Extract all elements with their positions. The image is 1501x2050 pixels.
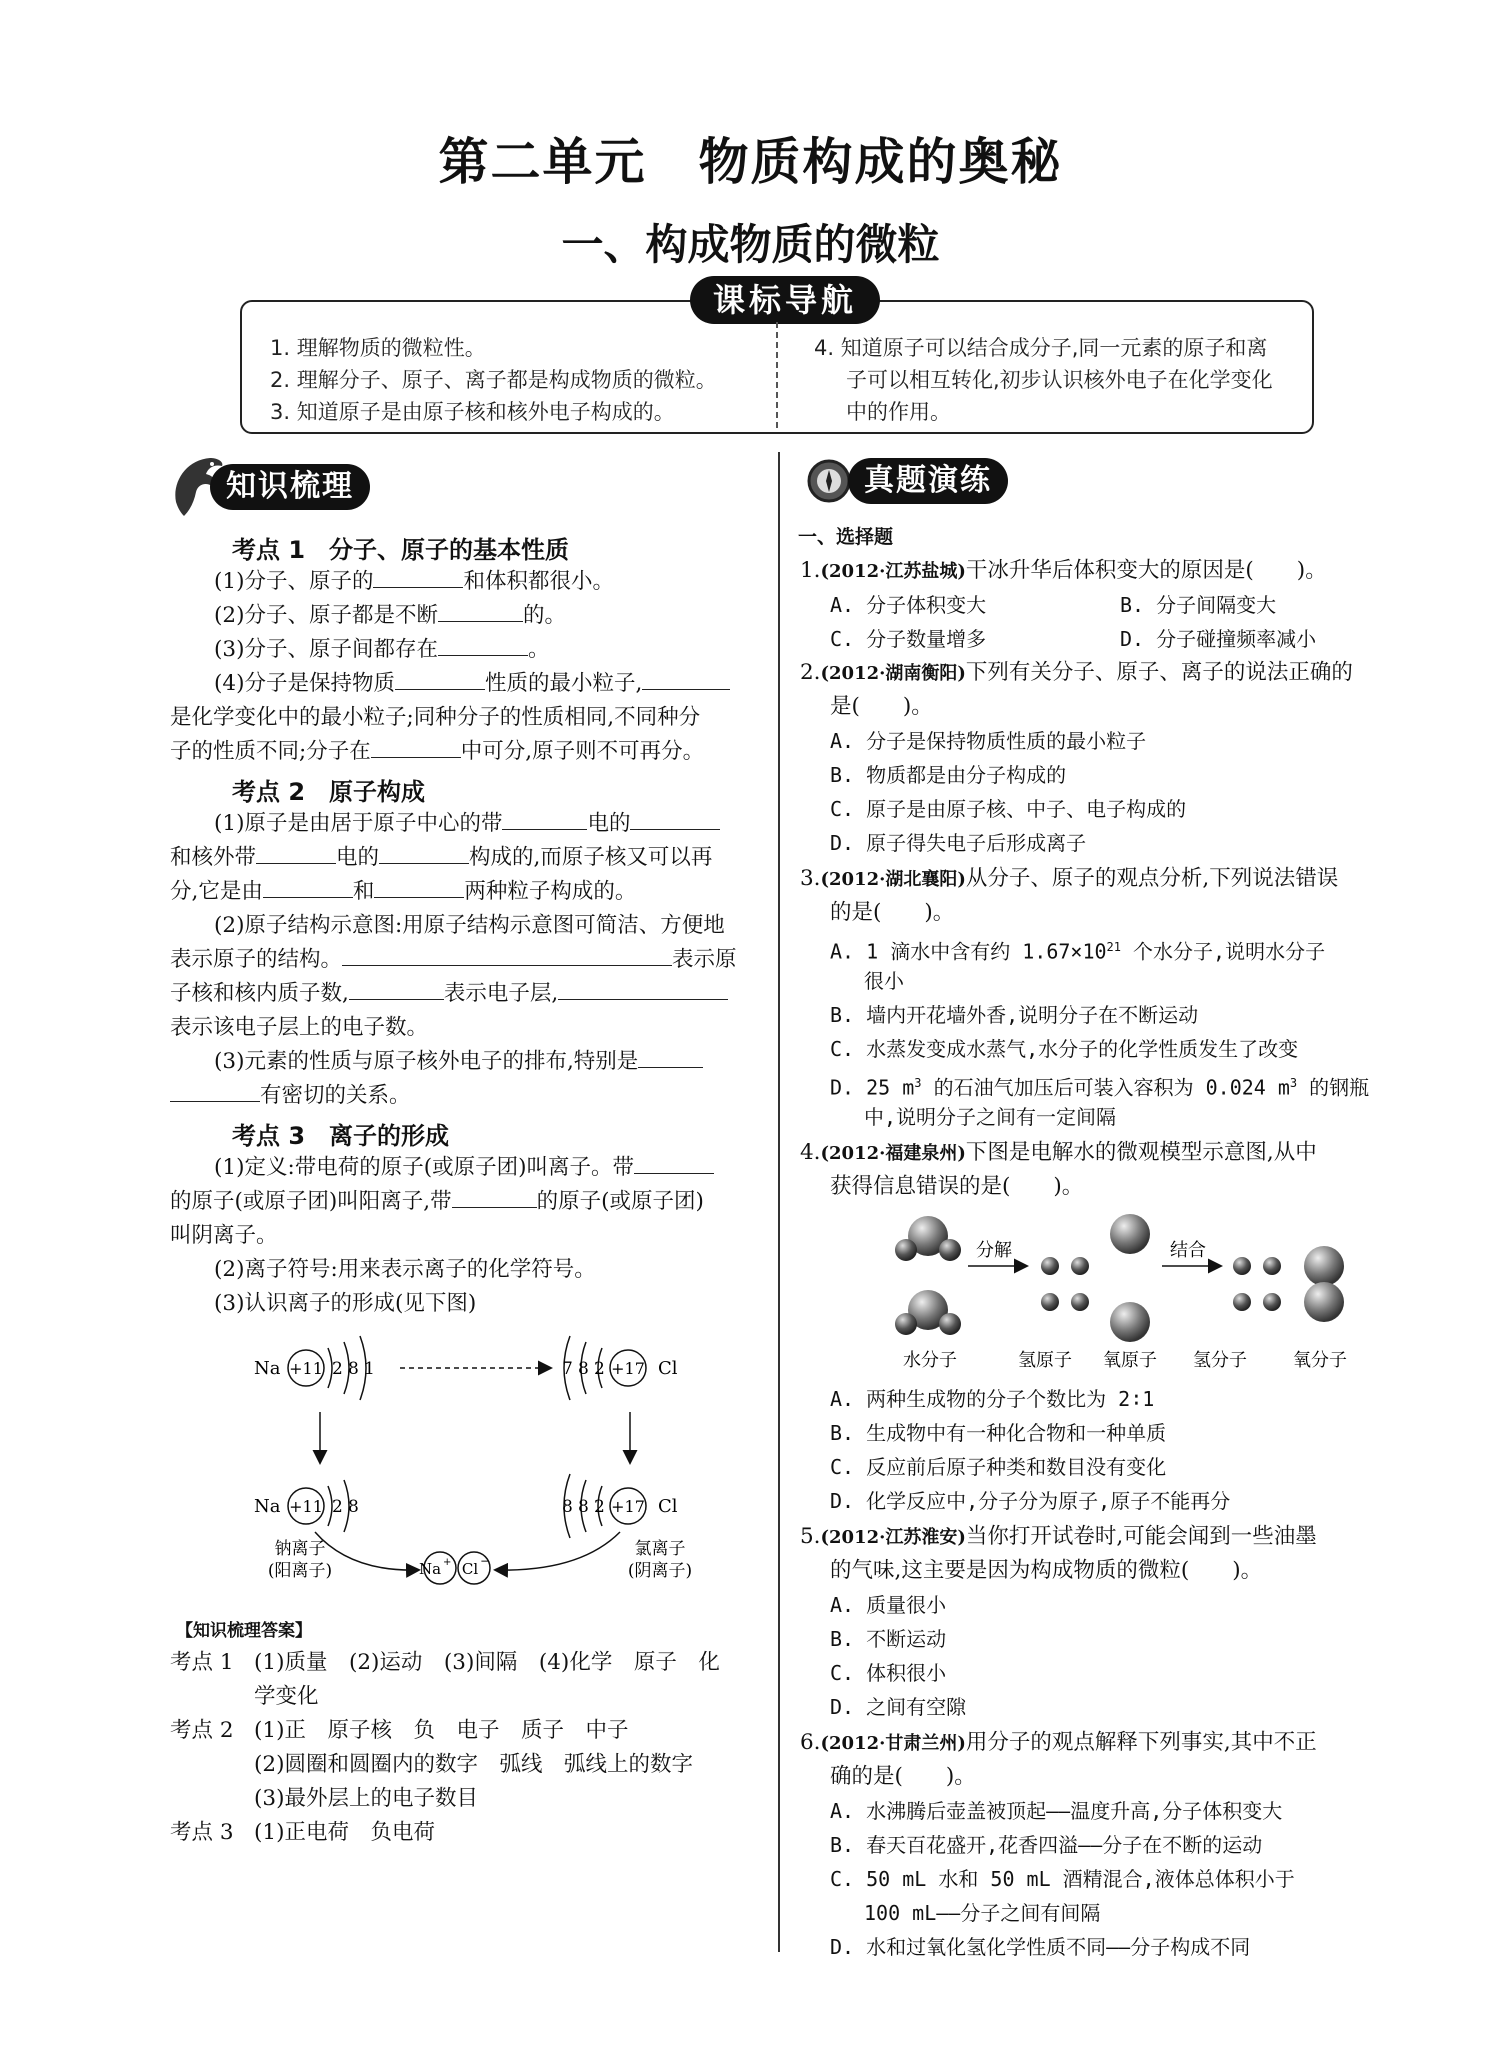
k2-line4: (2)原子结构示意图:用原子结构示意图可简洁、方便地 bbox=[214, 913, 725, 938]
k2-line1: (1)原子是由居于原子中心的带 电的 bbox=[214, 807, 720, 841]
cl-ion-charge: +17 bbox=[611, 1497, 645, 1516]
compass-icon bbox=[804, 456, 854, 510]
q4-option: A. 两种生成物的分子个数比为 2∶1 bbox=[830, 1387, 1155, 1411]
cl-ion-electron: 2 bbox=[594, 1497, 605, 1517]
q1-option: A. 分子体积变大 bbox=[830, 593, 987, 617]
q1-option: C. 分子数量增多 bbox=[830, 627, 987, 651]
nav-divider bbox=[776, 322, 778, 428]
q3-option: A. 1 滴水中含有约 $1.67\times 10^{21}$ 个水分子,说明水分子 bbox=[830, 939, 1326, 964]
cl-ion-symbol: Cl bbox=[658, 1496, 678, 1517]
k1-line1: (1)分子、原子的 和体积都很小。 bbox=[214, 565, 614, 599]
arrow-label: 结合 bbox=[1170, 1240, 1206, 1261]
q3-stem: 3.(2012·湖北襄阳)从分子、原子的观点分析,下列说法错误 bbox=[800, 866, 1339, 891]
q4-option: B. 生成物中有一种化合物和一种单质 bbox=[830, 1421, 1167, 1445]
k3-line2: 的原子(或原子团)叫阳离子,带 的原子(或原子团) bbox=[170, 1185, 704, 1219]
na-symbol: Na bbox=[254, 1358, 281, 1379]
ans-k3-label: 考点 3 bbox=[170, 1820, 234, 1845]
q2-option: C. 原子是由原子核、中子、电子构成的 bbox=[830, 797, 1187, 821]
q4-option: D. 化学反应中,分子分为原子,原子不能再分 bbox=[830, 1489, 1231, 1513]
q6-option: B. 春天百花盛开,花香四溢——分子在不断的运动 bbox=[830, 1833, 1263, 1857]
cl-symbol: Cl bbox=[658, 1358, 678, 1379]
cl-nucleus-charge: +17 bbox=[611, 1359, 645, 1378]
nav-item: 子可以相互转化,初步认识核外电子在化学变化 bbox=[846, 368, 1273, 392]
na-electron: 2 bbox=[332, 1359, 343, 1379]
k1-line6: 子的性质不同;分子在 中可分,原子则不可再分。 bbox=[170, 735, 704, 769]
k2-line6: 子核和核内质子数, 表示电子层, bbox=[170, 977, 728, 1011]
q5-option: B. 不断运动 bbox=[830, 1627, 947, 1651]
k1-line3: (3)分子、原子间都存在 。 bbox=[214, 633, 549, 667]
ans-k2-line1: (1)正 原子核 负 电子 质子 中子 bbox=[254, 1718, 629, 1743]
q6-option: A. 水沸腾后壶盖被顶起——温度升高,分子体积变大 bbox=[830, 1799, 1283, 1823]
na-ion-label: (阳离子) bbox=[267, 1561, 333, 1581]
molecule-label: 氢分子 bbox=[1193, 1350, 1247, 1371]
kaodian3-title: 考点 3 离子的形成 bbox=[232, 1122, 450, 1150]
ans-k1-label: 考点 1 bbox=[170, 1650, 234, 1675]
q4-stem: 4.(2012·福建泉州)下图是电解水的微观模型示意图,从中 bbox=[800, 1140, 1317, 1165]
cl-electron: 2 bbox=[594, 1359, 605, 1379]
k1-line2: (2)分子、原子都是不断 的。 bbox=[214, 599, 566, 633]
knowledge-review-tag: 知识梳理 bbox=[210, 464, 370, 510]
q1-stem: 1.(2012·江苏盐城)干冰升华后体积变大的原因是( )。 bbox=[800, 558, 1327, 583]
q2-stem-cont: 是( )。 bbox=[830, 694, 933, 719]
na-electron: 1 bbox=[364, 1359, 375, 1379]
q5-option: C. 体积很小 bbox=[830, 1661, 947, 1685]
ion-formation-diagram bbox=[240, 1322, 740, 1592]
q5-stem-cont: 的气味,这主要是因为构成物质的微粒( )。 bbox=[830, 1558, 1263, 1583]
q3-option: C. 水蒸发变成水蒸气,水分子的化学性质发生了改变 bbox=[830, 1037, 1299, 1061]
na-electron: 8 bbox=[348, 1359, 359, 1379]
molecule-label: 氧分子 bbox=[1293, 1350, 1347, 1371]
q1-option: D. 分子碰撞频率减小 bbox=[1120, 627, 1317, 651]
column-divider bbox=[778, 452, 780, 1952]
q3-option-cont: 中,说明分子之间有一定间隔 bbox=[864, 1105, 1117, 1129]
q3-option: D. 25 $m^3$ 的石油气加压后可装入容积为 0.024 $m^3$ 的钢瓶 bbox=[830, 1075, 1370, 1100]
q5-option: A. 质量很小 bbox=[830, 1593, 947, 1617]
q4-option: C. 反应前后原子种类和数目没有变化 bbox=[830, 1455, 1167, 1479]
k3-line5: (3)认识离子的形成(见下图) bbox=[214, 1291, 477, 1316]
na-nucleus-charge: +11 bbox=[289, 1359, 323, 1378]
cl-ion-electron: 8 bbox=[562, 1497, 573, 1517]
molecule-label: 氧原子 bbox=[1103, 1350, 1157, 1371]
arrow-label: 分解 bbox=[976, 1240, 1012, 1261]
q5-option: D. 之间有空隙 bbox=[830, 1695, 967, 1719]
svg-text:+: + bbox=[443, 1557, 452, 1568]
kaodian2-title: 考点 2 原子构成 bbox=[232, 778, 426, 806]
q2-option: B. 物质都是由分子构成的 bbox=[830, 763, 1067, 787]
nacl-na: Na bbox=[418, 1560, 442, 1578]
cl-electron: 8 bbox=[578, 1359, 589, 1379]
section-heading: 一、选择题 bbox=[798, 526, 894, 548]
ans-k1-line2: 学变化 bbox=[254, 1684, 319, 1709]
electrolysis-diagram bbox=[880, 1206, 1360, 1376]
k2-line2: 和核外带 电的 构成的,而原子核又可以再 bbox=[170, 841, 712, 875]
k3-line1: (1)定义:带电荷的原子(或原子团)叫离子。带 bbox=[214, 1151, 714, 1185]
q6-option: D. 水和过氧化氢化学性质不同——分子构成不同 bbox=[830, 1935, 1251, 1959]
section-title: 一、构成物质的微粒 bbox=[561, 220, 940, 269]
k3-line3: 叫阴离子。 bbox=[170, 1223, 278, 1248]
q3-option: B. 墙内开花墙外香,说明分子在不断运动 bbox=[830, 1003, 1199, 1027]
q4-stem-cont: 获得信息错误的是( )。 bbox=[830, 1174, 1084, 1199]
nacl-cl: Cl bbox=[461, 1560, 479, 1578]
q6-stem: 6.(2012·甘肃兰州)用分子的观点解释下列事实,其中不正 bbox=[800, 1730, 1317, 1755]
nav-item: 1. 理解物质的微粒性。 bbox=[270, 336, 486, 360]
cl-ion-label: 氯离子 bbox=[634, 1539, 686, 1559]
k2-line8: (3)元素的性质与原子核外电子的排布,特别是 bbox=[214, 1045, 703, 1079]
k3-line4: (2)离子符号:用来表示离子的化学符号。 bbox=[214, 1257, 596, 1282]
k1-line5: 是化学变化中的最小粒子;同种分子的性质相同,不同种分 bbox=[170, 705, 701, 730]
ans-k2-line2: (2)圆圈和圆圈内的数字 弧线 弧线上的数字 bbox=[254, 1752, 693, 1777]
k2-line5: 表示原子的结构。 表示原 bbox=[170, 943, 737, 977]
na-ion-symbol: Na bbox=[254, 1496, 281, 1517]
q6-option-cont: 100 mL——分子之间有间隔 bbox=[864, 1901, 1101, 1925]
curriculum-nav-title: 课标导航 bbox=[690, 276, 880, 324]
unit-title: 第二单元 物质构成的奥秘 bbox=[438, 133, 1063, 191]
svg-text:−: − bbox=[480, 1554, 491, 1568]
q3-stem-cont: 的是( )。 bbox=[830, 900, 955, 925]
q3-option-cont: 很小 bbox=[864, 969, 904, 993]
cl-ion-label: (阴离子) bbox=[627, 1561, 693, 1581]
k2-line7: 表示该电子层上的电子数。 bbox=[170, 1015, 429, 1040]
ans-k3-line1: (1)正电荷 负电荷 bbox=[254, 1820, 435, 1845]
q6-option: C. 50 mL 水和 50 mL 酒精混合,液体总体积小于 bbox=[830, 1867, 1295, 1891]
ans-k2-line3: (3)最外层上的电子数目 bbox=[254, 1786, 478, 1811]
molecule-label: 水分子 bbox=[903, 1350, 957, 1371]
k1-line4: (4)分子是保持物质 性质的最小粒子, bbox=[214, 667, 730, 701]
cl-ion-electron: 8 bbox=[578, 1497, 589, 1517]
k2-line9: 有密切的关系。 bbox=[170, 1079, 411, 1113]
q6-stem-cont: 确的是( )。 bbox=[830, 1764, 976, 1789]
nav-item: 4. 知道原子可以结合成分子,同一元素的原子和离 bbox=[814, 336, 1268, 360]
ans-k1-line1: (1)质量 (2)运动 (3)间隔 (4)化学 原子 化 bbox=[254, 1650, 720, 1675]
q2-option: D. 原子得失电子后形成离子 bbox=[830, 831, 1087, 855]
molecule-label: 氢原子 bbox=[1018, 1350, 1072, 1371]
na-ion-electron: 8 bbox=[348, 1497, 359, 1517]
q2-option: A. 分子是保持物质性质的最小粒子 bbox=[830, 729, 1147, 753]
nav-item: 2. 理解分子、原子、离子都是构成物质的微粒。 bbox=[270, 368, 717, 392]
nav-item: 3. 知道原子是由原子核和核外电子构成的。 bbox=[270, 400, 675, 424]
q5-stem: 5.(2012·江苏淮安)当你打开试卷时,可能会闻到一些油墨 bbox=[800, 1524, 1317, 1549]
answers-heading: 【知识梳理答案】 bbox=[176, 1621, 312, 1641]
q1-option: B. 分子间隔变大 bbox=[1120, 593, 1277, 617]
exam-practice-tag: 真题演练 bbox=[848, 458, 1008, 504]
na-ion-label: 钠离子 bbox=[274, 1539, 326, 1559]
nav-item: 中的作用。 bbox=[846, 400, 951, 424]
kaodian1-title: 考点 1 分子、原子的基本性质 bbox=[232, 536, 570, 564]
na-ion-electron: 2 bbox=[332, 1497, 343, 1517]
q2-stem: 2.(2012·湖南衡阳)下列有关分子、原子、离子的说法正确的 bbox=[800, 660, 1353, 685]
ans-k2-label: 考点 2 bbox=[170, 1718, 234, 1743]
cl-electron: 7 bbox=[562, 1359, 573, 1379]
k2-line3: 分,它是由 和 两种粒子构成的。 bbox=[170, 875, 636, 909]
na-ion-charge: +11 bbox=[289, 1497, 323, 1516]
